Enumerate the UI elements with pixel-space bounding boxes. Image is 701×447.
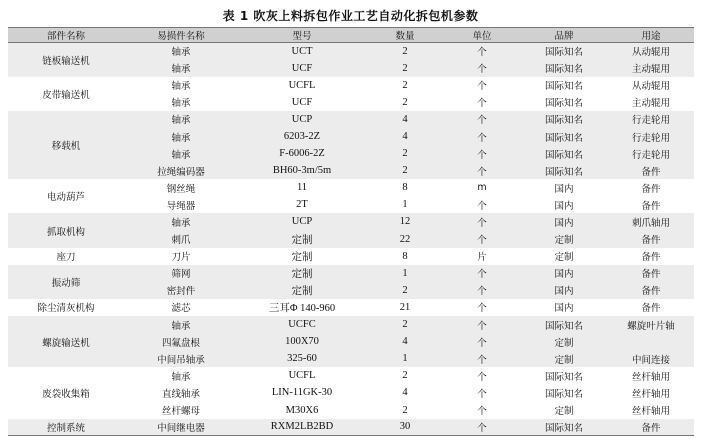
cell-part-name: 中间继电器 [124, 419, 238, 436]
cell-model: 325-60 [287, 353, 317, 365]
cell-part-name: 钢丝绳 [166, 183, 196, 195]
cell-model: UCFC [288, 319, 316, 331]
table-body [8, 43, 694, 436]
cell-unit: 个 [477, 166, 487, 178]
cell-quantity: 2 [402, 370, 408, 382]
table-row [8, 419, 694, 436]
table-row [8, 77, 694, 94]
cell-model: LIN-11GK-30 [271, 387, 333, 399]
cell-part-name: 轴承 [171, 132, 191, 144]
cell-part-name: 轴承 [171, 320, 191, 332]
cell-unit: 个 [477, 354, 487, 366]
cell-model: UCT [291, 45, 313, 57]
cell-usage: 主动辊用 [631, 64, 670, 76]
cell-quantity: 2 [402, 62, 408, 74]
cell-part-name: 刀片 [171, 252, 191, 264]
cell-brand: 国内 [554, 269, 574, 281]
cell-unit: 个 [477, 47, 487, 59]
cell-model: F-6006-2Z [279, 148, 325, 160]
cell-usage [608, 333, 694, 350]
cell-part-name: 刺爪 [171, 235, 191, 247]
cell-part-name: 轴承 [171, 115, 191, 127]
cell-model: 定制 [291, 234, 313, 246]
table-row [8, 265, 694, 282]
cell-model: RXM2LB2BD [238, 419, 366, 436]
cell-part-name: 轴承 [171, 149, 191, 161]
cell-brand: 定制 [554, 406, 574, 418]
parameter-table [8, 27, 694, 436]
cell-usage: 备件 [641, 286, 661, 298]
cell-brand: 国际知名 [544, 98, 583, 110]
cell-brand: 定制 [554, 252, 574, 264]
cell-quantity: 4 [402, 387, 408, 399]
cell-quantity: 8 [402, 182, 408, 194]
table-row [8, 179, 694, 196]
cell-unit: 个 [477, 337, 487, 349]
cell-model: 三耳Φ 140-960 [268, 302, 336, 314]
cell-usage: 刺爪轴用 [631, 217, 670, 229]
cell-part-name: 轴承 [171, 98, 191, 110]
cell-brand: 国际知名 [544, 371, 583, 383]
cell-quantity: 4 [402, 131, 408, 143]
header-unit: 单位 [444, 28, 520, 43]
cell-unit: 个 [477, 388, 487, 400]
cell-part-name: 轴承 [171, 81, 191, 93]
cell-brand: 国际知名 [520, 419, 608, 436]
cell-part-name: 导绳器 [166, 200, 196, 212]
cell-usage: 行走轮用 [631, 149, 670, 161]
cell-part-name: 四氟盘根 [161, 337, 200, 349]
cell-model: UCP [291, 216, 313, 228]
cell-quantity: 2 [402, 165, 408, 177]
cell-part-name: 中间吊轴承 [157, 354, 205, 366]
cell-brand: 定制 [554, 354, 574, 366]
cell-component-name: 皮带输送机 [42, 89, 90, 101]
cell-usage: 行走轮用 [631, 115, 670, 127]
cell-unit: 个 [477, 217, 487, 229]
cell-model: UCF [291, 96, 313, 108]
cell-usage: 备件 [608, 419, 694, 436]
cell-brand: 国内 [554, 303, 574, 315]
cell-part-name: 筛网 [171, 269, 191, 281]
cell-model: 定制 [291, 268, 313, 280]
cell-part-name: 密封件 [166, 286, 196, 298]
cell-quantity: 12 [399, 216, 411, 228]
cell-model: 11 [296, 182, 308, 194]
table-row [8, 43, 694, 60]
cell-model: UCFL [288, 370, 316, 382]
cell-brand: 国际知名 [544, 388, 583, 400]
cell-part-name: 轴承 [171, 47, 191, 59]
cell-brand: 国际知名 [544, 47, 583, 59]
cell-usage: 丝杆轴用 [631, 371, 670, 383]
table-row [8, 316, 694, 333]
cell-model: BH60-3m/5m [272, 165, 332, 177]
cell-unit: 个 [477, 200, 487, 212]
cell-quantity: 1 [402, 267, 408, 279]
cell-model: 100X70 [285, 336, 319, 348]
cell-usage: 主动辊用 [631, 98, 670, 110]
cell-part-name: 丝杆螺母 [161, 406, 200, 418]
header-model: 型号 [238, 28, 366, 43]
cell-brand: 国际知名 [544, 149, 583, 161]
cell-quantity: 2 [402, 404, 408, 416]
cell-component-name: 移载机 [51, 141, 81, 153]
cell-unit: 个 [444, 419, 520, 436]
cell-brand: 国内 [554, 183, 574, 195]
cell-usage: 备件 [641, 303, 661, 315]
cell-part-name: 轴承 [171, 64, 191, 76]
cell-usage: 丝杆轴用 [631, 406, 670, 418]
cell-component-name: 废袋收集箱 [42, 388, 90, 400]
cell-component-name: 除尘清灰机构 [37, 303, 95, 315]
cell-unit: 个 [477, 98, 487, 110]
cell-usage: 备件 [641, 252, 661, 264]
cell-brand: 国际知名 [544, 115, 583, 127]
cell-component-name: 振动筛 [51, 277, 81, 289]
cell-unit: 个 [477, 406, 487, 418]
cell-usage: 丝杆轴用 [631, 388, 670, 400]
header-usage: 用途 [608, 28, 694, 43]
header-brand: 品牌 [520, 28, 608, 43]
cell-component-name: 控制系统 [8, 419, 124, 436]
cell-quantity: 2 [402, 79, 408, 91]
cell-part-name: 轴承 [171, 371, 191, 383]
cell-part-name: 滤芯 [171, 303, 191, 315]
cell-unit: 个 [477, 320, 487, 332]
cell-usage: 备件 [641, 166, 661, 178]
cell-quantity: 2 [402, 319, 408, 331]
cell-model: UCFL [288, 79, 316, 91]
cell-quantity: 1 [402, 353, 408, 365]
cell-unit: 个 [477, 371, 487, 383]
cell-quantity: 2 [402, 45, 408, 57]
cell-part-name: 轴承 [171, 217, 191, 229]
cell-unit: 个 [477, 132, 487, 144]
cell-component-name: 抓取机构 [46, 226, 85, 238]
table-row [8, 367, 694, 384]
cell-quantity: 4 [402, 113, 408, 125]
header-component-name: 部件名称 [8, 28, 124, 43]
cell-unit: 个 [477, 235, 487, 247]
cell-brand: 国际知名 [544, 81, 583, 93]
cell-model: 6203-2Z [283, 131, 321, 143]
cell-usage: 螺旋叶片轴 [627, 320, 675, 332]
cell-unit: 个 [477, 81, 487, 93]
cell-quantity: 22 [399, 233, 411, 245]
cell-brand: 国内 [554, 217, 574, 229]
cell-component-name: 电动葫芦 [46, 192, 85, 204]
cell-quantity: 30 [366, 419, 444, 436]
cell-unit: 个 [477, 286, 487, 298]
cell-usage: 备件 [641, 200, 661, 212]
cell-quantity: 2 [402, 284, 408, 296]
cell-component-name: 链板输送机 [42, 55, 90, 67]
cell-usage: 从动辊用 [631, 81, 670, 93]
cell-model: UCP [291, 113, 313, 125]
cell-brand: 国际知名 [544, 166, 583, 178]
cell-component-name: 螺旋输送机 [42, 337, 90, 349]
cell-brand: 国际知名 [544, 64, 583, 76]
cell-usage: 备件 [641, 269, 661, 281]
cell-component-name: 座刀 [56, 252, 76, 264]
cell-model: 2T [296, 199, 308, 211]
table-row [8, 299, 694, 316]
cell-part-name: 拉绳编码器 [157, 166, 205, 178]
cell-model: 定制 [291, 285, 313, 297]
cell-part-name: 直线轴承 [161, 388, 200, 400]
cell-brand: 国际知名 [544, 320, 583, 332]
cell-usage: 行走轮用 [631, 132, 670, 144]
cell-model: UCF [291, 62, 313, 74]
table-row [8, 248, 694, 265]
cell-unit: m [477, 182, 487, 194]
cell-quantity: 1 [402, 199, 408, 211]
cell-model: 定制 [291, 251, 313, 263]
cell-usage: 从动辊用 [631, 47, 670, 59]
cell-brand: 定制 [554, 337, 574, 349]
cell-unit: 片 [477, 252, 487, 264]
cell-quantity: 8 [402, 250, 408, 262]
cell-brand: 国际知名 [544, 132, 583, 144]
table-header-row [8, 28, 694, 43]
header-part-name: 易损件名称 [124, 28, 238, 43]
cell-brand: 国内 [554, 286, 574, 298]
cell-unit: 个 [477, 269, 487, 281]
header-quantity: 数量 [366, 28, 444, 43]
cell-usage: 备件 [641, 235, 661, 247]
cell-model: M30X6 [285, 404, 319, 416]
cell-unit: 个 [477, 149, 487, 161]
cell-unit: 个 [477, 303, 487, 315]
table-row [8, 111, 694, 128]
cell-unit: 个 [477, 115, 487, 127]
cell-quantity: 4 [402, 336, 408, 348]
table-caption: 表 1 吹灰上料拆包作业工艺自动化拆包机参数 [222, 9, 479, 23]
cell-usage: 中间连接 [631, 354, 670, 366]
cell-quantity: 2 [402, 148, 408, 160]
table-row [8, 213, 694, 230]
cell-usage: 备件 [641, 183, 661, 195]
cell-brand: 定制 [554, 235, 574, 247]
cell-brand: 国内 [554, 200, 574, 212]
cell-quantity: 21 [399, 301, 411, 313]
cell-unit: 个 [477, 64, 487, 76]
cell-quantity: 2 [402, 96, 408, 108]
